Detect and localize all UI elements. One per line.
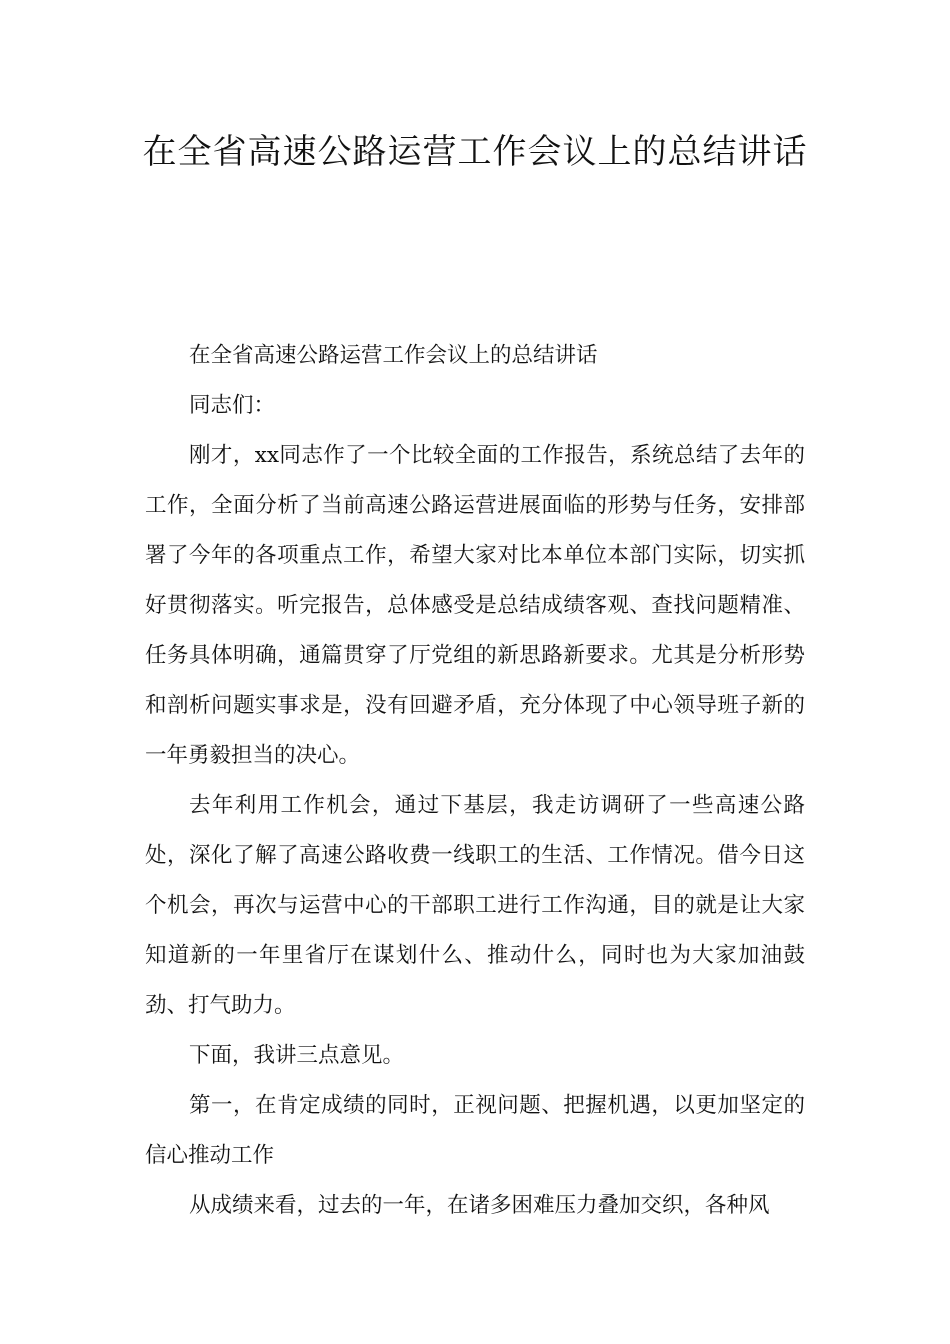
paragraph-three-points: 下面，我讲三点意见。: [189, 1043, 405, 1068]
document-body: [145, 331, 805, 1231]
paragraph-salutation: 同志们：: [189, 393, 276, 418]
paragraph-heading: 在全省高速公路运营工作会议上的总结讲话: [189, 343, 598, 368]
paragraph-field-visit: 去年利用工作机会，通过下基层，我走访调研了一些高速公路处，深化了解了高速公路收费一线职工的生活、工作情况。借今日这个机会，再次与运营中心的干部职工进行工作沟通，目的就是让大家知道新的一年里省厅在谋划什么、推动什么，同时也为大家加油鼓劲、打气助力。: [145, 793, 805, 1018]
paragraph-point-one: 第一，在肯定成绩的同时，正视问题、把握机遇，以更加坚定的信心推动工作: [145, 1093, 805, 1168]
paragraph-achievements: 从成绩来看，过去的一年，在诸多困难压力叠加交织，各种风: [189, 1193, 770, 1218]
document-title: 在全省高速公路运营工作会议上的总结讲话: [142, 132, 808, 172]
paragraph-report-review: 刚才，xx同志作了一个比较全面的工作报告，系统总结了去年的工作，全面分析了当前高速公路运营进展面临的形势与任务，安排部署了今年的各项重点工作，希望大家对比本单位本部门实际，切实抓好贯彻落实。听完报告，总体感受是总结成绩客观、查找问题精准、任务具体明确，通篇贯穿了厅党组的新思路新要求。尤其是分析形势和剖析问题实事求是，没有回避矛盾，充分体现了中心领导班子新的一年勇毅担当的决心。: [145, 443, 805, 768]
